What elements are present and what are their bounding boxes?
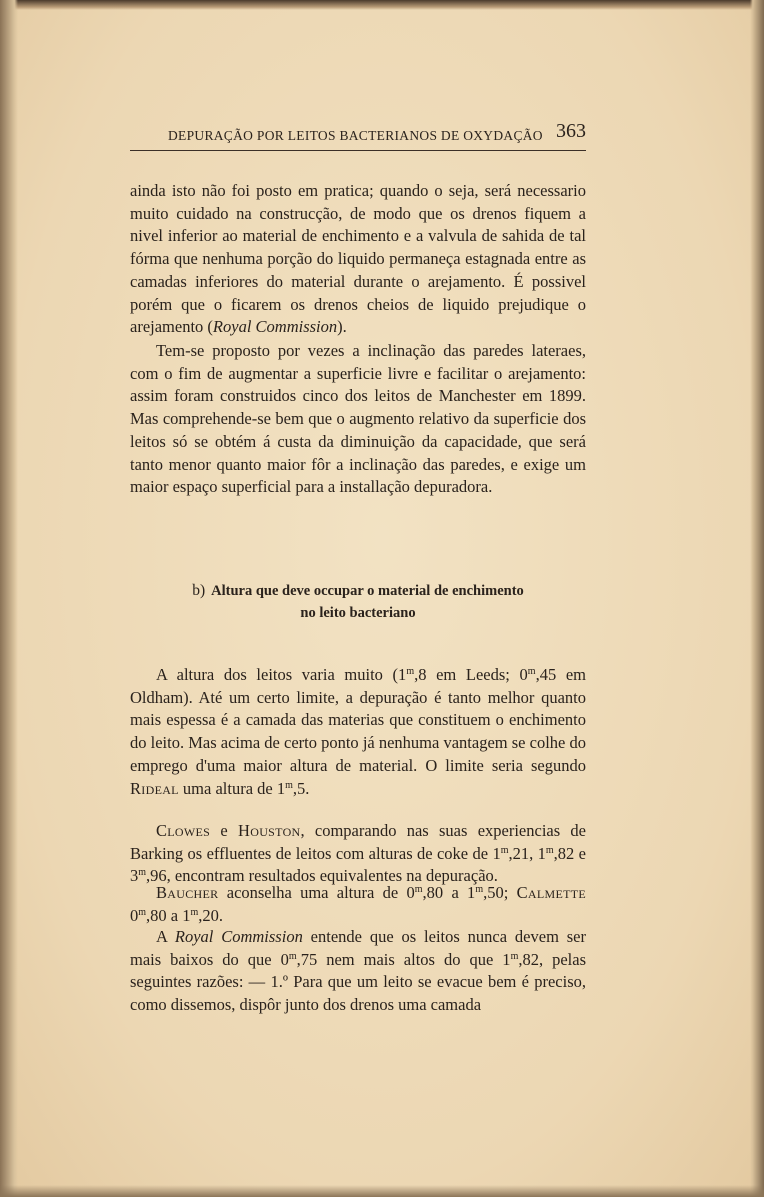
- header-title: DEPURAÇÃO POR LEITOS BACTERIANOS DE OXYDAÇÃO: [168, 128, 543, 143]
- p5-author-baucher: Baucher: [156, 883, 219, 902]
- p5-sup3: m: [138, 906, 147, 918]
- p4-e: ,96, encontram resultados equivalentes na depuração.: [146, 866, 498, 886]
- paragraph-3: [130, 664, 586, 800]
- page-edge-left: [0, 0, 18, 1197]
- paragraph-2: Tem-se proposto por vezes a inclinação das paredes lateraes, com o fim de augmentar a superficie livre e facilitar o arejamento: assim foram construidos cinco dos leitos de Manchester em 1899. Mas comprehende-se bem que o augmento relativo da superficie dos leitos só se obtém á custa da diminuição da capacidade, que será tanto menor quanto maior fôr a inclinação das paredes, e exige um maior espaço superficial para a installação depuradora.: [130, 341, 586, 497]
- p4-c: ,21, 1: [508, 843, 546, 863]
- p6-d: ,82, pelas seguintes razões: — 1.º Para que um leito se evacue bem é preciso, como dissemos, dispôr junto dos drenos uma camada: [130, 949, 586, 1015]
- section-title-line-1: Altura que deve occupar o material de enchimento: [211, 583, 524, 599]
- p5-e: ,80 a 1: [146, 905, 191, 925]
- paragraph-4: [130, 820, 586, 888]
- page-edge-right: [750, 0, 764, 1197]
- paragraph-1-end: ).: [337, 317, 347, 337]
- p4-author-clowes: Clowes: [156, 821, 211, 840]
- page-edge-top: [0, 0, 764, 10]
- running-header: [130, 120, 586, 151]
- p3-a: A altura dos leitos varia muito (1: [156, 665, 407, 684]
- paragraph-5: [130, 882, 586, 927]
- p3-author-rideal: Rideal: [130, 778, 179, 798]
- p5-sup1: m: [414, 884, 423, 895]
- p5-c: ,50;: [483, 883, 517, 902]
- p3-e: ,5.: [292, 778, 310, 798]
- p3-c: ,45 em Oldham). Até um certo limite, a depuração é tanto melhor quanto mais espessa é a camada das materias que constituem o enchimento do leito. Mas acima de certo ponto já nenhuma vantagem se colhe do emprego d'uma maior altura de material. O limite seria segundo: [130, 665, 586, 775]
- p5-d: 0: [130, 905, 139, 925]
- p6-b: entende que os leitos nunca devem ser mais baixos do que 0: [130, 927, 586, 969]
- p5-b: ,80 a 1: [422, 883, 476, 902]
- p3-sup1: m: [406, 666, 415, 677]
- p5-f: ,20.: [198, 905, 224, 925]
- p3-sup3: m: [285, 779, 293, 791]
- p4-d: ,82 e 3: [130, 843, 586, 886]
- page-edge-bottom: [0, 1185, 764, 1197]
- paragraph-1-italic: Royal Commission: [212, 317, 338, 337]
- paragraph-1: [130, 180, 586, 339]
- p5-sup4: m: [190, 906, 199, 918]
- paragraph-1-text: ainda isto não foi posto em pratica; quando o seja, será necessario muito cuidado na construcção, de modo que os drenos fiquem a nivel inferior ao material de enchimento e a valvula de sahida de tal fórma que nenhuma porção do liquido permaneça estagnada entre as camadas inferiores do material durante o arejamento. É possivel porém que o ficarem os drenos cheios de liquido prejudique o arejamento (: [130, 181, 586, 337]
- section-title-line-2: no leito bacteriano: [300, 605, 416, 621]
- p4-a: e: [210, 821, 239, 840]
- section-heading: [130, 580, 586, 624]
- p5-sup2: m: [475, 884, 484, 895]
- p4-sup3: m: [138, 867, 147, 879]
- p3-b: ,8 em Leeds; 0: [414, 665, 528, 684]
- p4-sup1: m: [500, 844, 509, 856]
- p3-d: uma altura de 1: [178, 778, 286, 798]
- p5-a: aconselha uma altura de 0: [218, 883, 415, 902]
- p6-sup2: m: [510, 950, 519, 962]
- p6-italic: Royal Commission: [174, 927, 303, 946]
- p3-sup2: m: [527, 666, 536, 677]
- page-number: 363: [556, 120, 586, 142]
- paragraph-6: [130, 926, 586, 1017]
- p6-c: ,75 nem mais altos do que 1: [296, 949, 511, 969]
- p6-sup1: m: [288, 950, 297, 962]
- p4-b: , comparando nas suas experiencias de Barking os effluentes de leitos com alturas de coke de 1: [130, 821, 586, 863]
- p4-sup2: m: [545, 844, 554, 856]
- p4-author-houston: Houston: [238, 821, 301, 840]
- p5-author-calmette: Calmette: [516, 883, 586, 902]
- section-label: b): [192, 582, 206, 599]
- p6-a: A: [156, 927, 175, 946]
